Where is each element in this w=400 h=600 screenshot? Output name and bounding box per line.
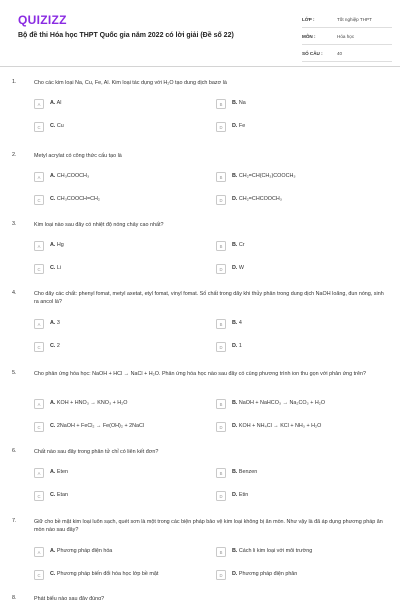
option-letter: A. — [50, 100, 56, 106]
meta-value: Hóa học — [337, 34, 355, 39]
meta-row-question-count — [302, 48, 392, 62]
question-number: 1. — [12, 79, 17, 85]
option-letter: B. — [232, 242, 238, 248]
option-letter: C. — [50, 265, 56, 271]
answer-option-d[interactable] — [216, 569, 376, 581]
option-text — [232, 571, 382, 577]
option-key-box[interactable]: A — [34, 468, 44, 478]
question-text: Cho các kim loại Na, Cu, Fe, Al. Kim loại tác dụng với H₂O tạo dung dịch bazơ là — [34, 80, 227, 86]
option-value: Li — [56, 265, 62, 271]
question-number: 2. — [12, 152, 17, 158]
worksheet-meta — [302, 14, 392, 65]
option-text — [232, 123, 382, 129]
answer-option-d[interactable] — [216, 341, 376, 353]
answer-option-a[interactable] — [34, 318, 194, 330]
option-text — [50, 196, 200, 202]
option-letter: A. — [50, 548, 56, 554]
option-key-box[interactable]: D — [216, 195, 226, 205]
option-letter: B. — [232, 548, 238, 554]
meta-row-class — [302, 14, 392, 28]
option-key-box[interactable]: C — [34, 491, 44, 501]
meta-label: LỚP : — [302, 17, 315, 22]
answer-option-c[interactable] — [34, 421, 194, 433]
option-value: CH₂=CH(CH₃)COOCH₃ — [238, 173, 296, 179]
option-value: Phương pháp điện phân — [238, 571, 298, 577]
answer-option-a[interactable] — [34, 398, 194, 410]
question-text: Chất nào sau đây trong phân tử chỉ có liên kết đơn? — [34, 449, 159, 455]
answer-option-b[interactable] — [216, 318, 376, 330]
option-text — [50, 100, 200, 106]
option-value: Cu — [56, 123, 64, 129]
option-key-box[interactable]: B — [216, 399, 226, 409]
option-letter: A. — [50, 242, 56, 248]
answer-option-c[interactable] — [34, 263, 194, 275]
meta-value: Tốt nghiệp THPT — [337, 17, 372, 22]
option-value: CH₃COOCH₃ — [56, 173, 90, 179]
option-key-box[interactable]: A — [34, 319, 44, 329]
option-value: W — [238, 265, 244, 271]
option-value: KOH + NH₄Cl → KCl + NH₃ + H₂O — [238, 423, 322, 429]
option-text — [232, 492, 382, 498]
option-letter: B. — [232, 320, 238, 326]
option-text — [50, 265, 200, 271]
option-key-box[interactable]: C — [34, 422, 44, 432]
option-text — [50, 469, 200, 475]
option-value: 2NaOH + FeCl₂ → Fe(OH)₂ + 2NaCl — [56, 423, 145, 429]
option-value: 2 — [56, 343, 60, 349]
option-letter: D. — [232, 423, 238, 429]
option-letter: B. — [232, 400, 238, 406]
option-value: NaOH + NaHCO₃ → Na₂CO₃ + H₂O — [238, 400, 326, 406]
option-key-box[interactable]: D — [216, 264, 226, 274]
option-value: Al — [56, 100, 62, 106]
option-letter: D. — [232, 492, 238, 498]
option-value: Cách li kim loại với môi trường — [238, 548, 313, 554]
option-text — [50, 173, 200, 179]
answer-option-b[interactable] — [216, 171, 376, 183]
option-text — [50, 571, 200, 577]
option-value: Etin — [238, 492, 249, 498]
option-text — [232, 548, 382, 554]
option-key-box[interactable]: D — [216, 342, 226, 352]
answer-option-a[interactable] — [34, 240, 194, 252]
option-value: Eten — [56, 469, 68, 475]
option-value: 1 — [238, 343, 242, 349]
option-text — [232, 400, 382, 406]
option-key-box[interactable]: B — [216, 99, 226, 109]
option-letter: A. — [50, 469, 56, 475]
option-text — [232, 242, 382, 248]
option-value: Phương pháp điện hóa — [56, 548, 113, 554]
answer-option-d[interactable] — [216, 194, 376, 206]
answer-option-a[interactable] — [34, 467, 194, 479]
option-letter: C. — [50, 196, 56, 202]
option-value: CH₂=CHCOOCH₃ — [238, 196, 282, 202]
question-text: Kim loại nào sau đây có nhiệt độ nóng chảy cao nhất? — [34, 222, 164, 228]
option-letter: C. — [50, 571, 56, 577]
option-letter: B. — [232, 173, 238, 179]
option-value: Benzen — [238, 469, 258, 475]
answer-option-b[interactable] — [216, 240, 376, 252]
question-number: 8. — [12, 595, 17, 600]
option-letter: D. — [232, 196, 238, 202]
option-text — [232, 173, 382, 179]
option-letter: D. — [232, 265, 238, 271]
option-text — [232, 343, 382, 349]
option-key-box[interactable]: A — [34, 241, 44, 251]
option-text — [232, 100, 382, 106]
question-number: 5. — [12, 370, 17, 376]
option-key-box[interactable]: B — [216, 468, 226, 478]
option-key-box[interactable]: D — [216, 570, 226, 580]
option-value: 4 — [238, 320, 242, 326]
option-text — [50, 242, 200, 248]
meta-label: SỐ CÂU : — [302, 51, 323, 56]
worksheet-header — [0, 0, 400, 66]
option-value: Etan — [56, 492, 68, 498]
answer-option-b[interactable] — [216, 98, 376, 110]
answer-option-a[interactable] — [34, 546, 194, 558]
option-value: CH₃COOCH=CH₂ — [56, 196, 100, 202]
option-letter: D. — [232, 571, 238, 577]
option-value: Na — [238, 100, 246, 106]
option-key-box[interactable]: C — [34, 195, 44, 205]
option-text — [50, 343, 200, 349]
option-key-box[interactable]: A — [34, 547, 44, 557]
option-text — [50, 423, 200, 429]
option-key-box[interactable]: D — [216, 422, 226, 432]
option-letter: C. — [50, 423, 56, 429]
answer-option-c[interactable] — [34, 569, 194, 581]
option-key-box[interactable]: D — [216, 122, 226, 132]
question-number: 3. — [12, 221, 17, 227]
option-key-box[interactable]: A — [34, 172, 44, 182]
option-value: Fe — [238, 123, 246, 129]
header-divider — [0, 66, 400, 67]
option-key-box[interactable]: B — [216, 547, 226, 557]
question-text: Cho dãy các chất: phenyl fomat, metyl axetat, etyl fomat, vinyl fomat. Số chất trong dãy khi thủy phân trong dung dịch NaOH loãng, đun nóng, sinh ra ancol là? — [34, 291, 384, 305]
answer-option-a[interactable] — [34, 171, 194, 183]
worksheet-title: Bộ đề thi Hóa học THPT Quốc gia năm 2022 có lời giải (Đề số 22) — [18, 32, 234, 39]
answer-option-d[interactable] — [216, 121, 376, 133]
question-number: 6. — [12, 448, 17, 454]
option-value: Hg — [56, 242, 64, 248]
option-value: Cr — [238, 242, 245, 248]
option-text — [232, 320, 382, 326]
question-text: Giữ cho bề mặt kim loại luôn sạch, quét sơn là một trong các biện pháp bảo vệ kim loại không bị ăn mòn. Như vậy là đã áp dụng phương pháp ăn mòn nào sau đây? — [34, 519, 383, 533]
option-key-box[interactable]: C — [34, 342, 44, 352]
answer-option-b[interactable] — [216, 398, 376, 410]
option-text — [50, 400, 200, 406]
option-value: KOH + HNO₃ → KNO₃ + H₂O — [56, 400, 128, 406]
quizizz-logo: QUIZIZZ — [18, 13, 67, 27]
option-value: Phương pháp biến đổi hóa học lớp bề mặt — [56, 571, 159, 577]
meta-value: 40 — [337, 51, 343, 56]
answer-option-a[interactable] — [34, 98, 194, 110]
answer-option-d[interactable] — [216, 421, 376, 433]
answer-option-c[interactable] — [34, 121, 194, 133]
option-text — [232, 469, 382, 475]
question-number: 4. — [12, 290, 17, 296]
option-letter: C. — [50, 343, 56, 349]
option-key-box[interactable]: B — [216, 172, 226, 182]
meta-row-subject — [302, 31, 392, 45]
option-text — [232, 423, 382, 429]
option-text — [232, 265, 382, 271]
answer-option-d[interactable] — [216, 490, 376, 502]
answer-option-d[interactable] — [216, 263, 376, 275]
option-letter: C. — [50, 123, 56, 129]
option-letter: D. — [232, 343, 238, 349]
answer-option-c[interactable] — [34, 341, 194, 353]
option-text — [50, 492, 200, 498]
question-text: Cho phản ứng hóa học: NaOH + HCl → NaCl + H₂O. Phản ứng hóa học nào sau đây có cùng phương trình ion thu gọn với phản ứng trên? — [34, 371, 366, 377]
option-text — [50, 548, 200, 554]
option-letter: B. — [232, 469, 238, 475]
option-key-box[interactable]: B — [216, 319, 226, 329]
option-letter: A. — [50, 400, 56, 406]
answer-option-b[interactable] — [216, 546, 376, 558]
option-key-box[interactable]: A — [34, 99, 44, 109]
option-letter: A. — [50, 320, 56, 326]
question-number: 7. — [12, 518, 17, 524]
option-value: 3 — [56, 320, 60, 326]
option-text — [232, 196, 382, 202]
option-key-box[interactable]: C — [34, 570, 44, 580]
option-text — [50, 123, 200, 129]
answer-option-c[interactable] — [34, 490, 194, 502]
option-letter: C. — [50, 492, 56, 498]
question-text: Metyl acrylat có công thức cấu tạo là — [34, 153, 122, 159]
option-key-box[interactable]: A — [34, 399, 44, 409]
option-letter: A. — [50, 173, 56, 179]
option-key-box[interactable]: B — [216, 241, 226, 251]
option-key-box[interactable]: C — [34, 264, 44, 274]
option-letter: D. — [232, 123, 238, 129]
option-text — [50, 320, 200, 326]
answer-option-b[interactable] — [216, 467, 376, 479]
option-key-box[interactable]: C — [34, 122, 44, 132]
answer-option-c[interactable] — [34, 194, 194, 206]
option-letter: B. — [232, 100, 238, 106]
meta-label: MÔN : — [302, 34, 316, 39]
option-key-box[interactable]: D — [216, 491, 226, 501]
question-text: Phát biểu nào sau đây đúng? — [34, 596, 105, 600]
